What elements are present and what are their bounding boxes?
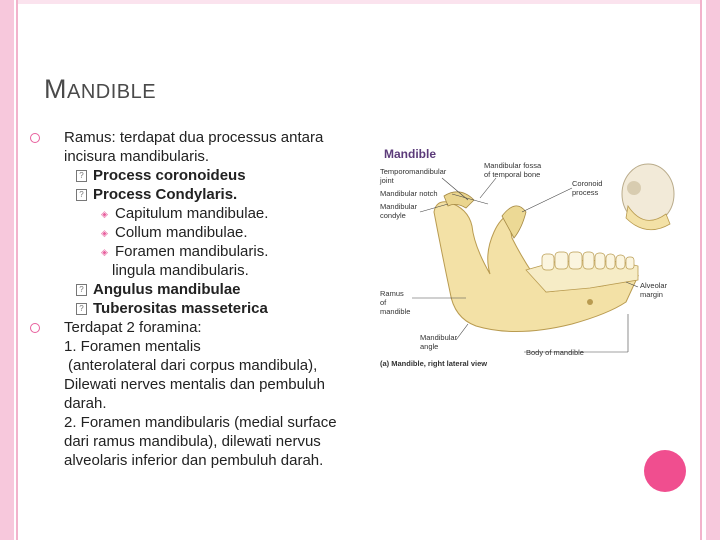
label-ramus-1: Ramus — [380, 289, 404, 298]
slide-border-left — [0, 0, 14, 540]
label-coronoid-1: Coronoid — [572, 179, 603, 188]
detail-lingula-label: lingula mandibularis. — [112, 262, 249, 279]
label-tmj-2: joint — [380, 176, 394, 185]
slide-border-left-line — [16, 0, 18, 540]
bullet-ramus — [30, 128, 370, 147]
foramina-2-row — [30, 413, 370, 432]
sub-item-coronoid-label: Process coronoideus — [93, 167, 246, 184]
mandible-figure — [376, 142, 682, 374]
mandible-bone — [434, 192, 638, 332]
bullet-ring-icon — [30, 323, 40, 333]
mandible-illustration — [376, 142, 682, 374]
detail-foramen — [30, 242, 370, 261]
diamond-bullet-icon: ◈ — [101, 247, 108, 257]
foramina-1-detail-row — [30, 356, 370, 375]
foramina-1-row — [30, 337, 370, 356]
label-condyle-1: Mandibular — [380, 202, 418, 211]
label-notch: Mandibular notch — [380, 189, 438, 198]
decorative-pink-circle — [644, 450, 686, 492]
label-body: Body of mandible — [526, 348, 584, 357]
sub-bullet-icon: ? — [76, 284, 87, 296]
foramina-2-detail-row — [30, 432, 370, 451]
ramus-intro-line-1: Ramus: terdapat dua processus antara — [64, 129, 324, 146]
bullet-ring-icon — [30, 133, 40, 143]
foramina-2-detail: dari ramus mandibula), dilewati nervus — [64, 433, 321, 450]
slide-border-right — [706, 0, 720, 540]
foramina-1-detail-2: Dilewati nerves mentalis dan pembuluh — [64, 376, 325, 393]
sub-item-tuberositas — [30, 299, 370, 318]
diamond-bullet-icon: ◈ — [101, 209, 108, 219]
sub-item-angulus-label: Angulus mandibulae — [93, 281, 241, 298]
detail-collum — [30, 223, 370, 242]
ramus-intro-line-2-row — [30, 147, 370, 166]
label-fossa-1: Mandibular fossa — [484, 161, 542, 170]
label-fossa-2: of temporal bone — [484, 170, 541, 179]
foramina-2-detail-2-row — [30, 451, 370, 470]
label-ramus-2: of — [380, 298, 387, 307]
figure-caption: (a) Mandible, right lateral view — [380, 359, 488, 368]
label-alveolar-2: margin — [640, 290, 663, 299]
foramina-1-detail-2-row — [30, 375, 370, 394]
foramina-1-detail: (anterolateral dari corpus mandibula), — [68, 357, 318, 374]
sub-item-angulus — [30, 280, 370, 299]
label-angle-2: angle — [420, 342, 439, 351]
foramina-2-detail-2: alveolaris inferior dan pembuluh darah. — [64, 452, 324, 469]
foramina-1-detail-3: darah. — [64, 395, 107, 412]
diamond-bullet-icon: ◈ — [101, 228, 108, 238]
ramus-intro-line-2: incisura mandibularis. — [64, 148, 210, 165]
foramina-1: 1. Foramen mentalis — [64, 338, 201, 355]
sub-item-condylaris-label: Process Condylaris. — [93, 186, 238, 203]
title-initial: M — [44, 74, 67, 104]
detail-capitulum-label: Capitulum mandibulae. — [115, 205, 269, 222]
foramina-intro: Terdapat 2 foramina: — [64, 319, 202, 336]
slide-top-rule — [18, 0, 700, 4]
sub-item-coronoid — [30, 166, 370, 185]
label-coronoid-2: process — [572, 188, 599, 197]
foramina-1-detail-3-row — [30, 394, 370, 413]
skull-thumbnail — [622, 164, 674, 230]
detail-foramen-label: Foramen mandibularis. — [115, 243, 269, 260]
slide-title — [44, 74, 156, 105]
label-ramus-3: mandible — [380, 307, 411, 316]
figure-title: Mandible — [384, 147, 437, 161]
sub-bullet-icon: ? — [76, 189, 87, 201]
label-tmj-1: Temporomandibular — [380, 167, 447, 176]
sub-item-condylaris — [30, 185, 370, 204]
bullet-foramina — [30, 318, 370, 337]
foramina-2: 2. Foramen mandibularis (medial surface — [64, 414, 337, 431]
detail-collum-label: Collum mandibulae. — [115, 224, 248, 241]
sub-item-tuberositas-label: Tuberositas masseterica — [93, 300, 268, 317]
label-angle-1: Mandibular — [420, 333, 458, 342]
label-condyle-2: condyle — [380, 211, 406, 220]
slide-border-right-line — [700, 0, 702, 540]
sub-bullet-icon: ? — [76, 170, 87, 182]
sub-bullet-icon: ? — [76, 303, 87, 315]
label-alveolar-1: Alveolar — [640, 281, 668, 290]
detail-lingula — [30, 261, 370, 280]
slide-body — [30, 128, 370, 470]
detail-capitulum — [30, 204, 370, 223]
title-rest: ANDIBLE — [67, 81, 157, 103]
